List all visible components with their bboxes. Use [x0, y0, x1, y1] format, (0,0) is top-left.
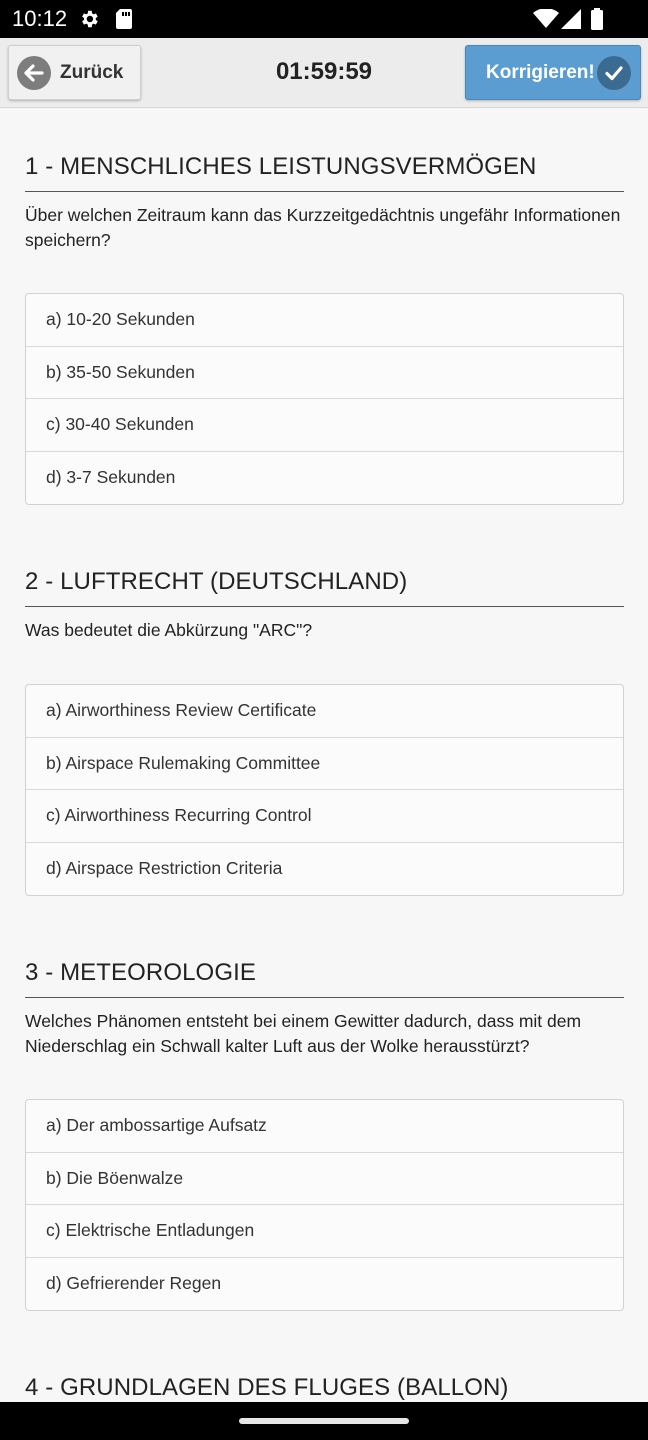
answer-option[interactable]: a) Airworthiness Review Certificate — [26, 685, 623, 738]
question-block — [25, 568, 624, 879]
answer-option[interactable]: c) Elektrische Entladungen — [26, 1205, 623, 1258]
correct-button-label: Korrigieren! — [486, 61, 595, 83]
status-bar — [0, 0, 648, 38]
signal-icon — [561, 9, 581, 34]
checkmark-icon — [597, 56, 631, 90]
question-block — [25, 959, 624, 1294]
question-heading: 1 - MENSCHLICHES LEISTUNGSVERMÖGEN — [25, 153, 624, 192]
arrow-left-icon — [17, 56, 51, 90]
question-block — [25, 153, 624, 488]
answer-option[interactable]: d) Airspace Restriction Criteria — [46, 858, 283, 879]
status-time: 10:12 — [12, 6, 68, 31]
answer-list — [25, 293, 624, 505]
question-text: Welches Phänomen entsteht bei einem Gewitter dadurch, dass mit dem Niederschlag ein Schwall kalter Luft aus der Wolke herausstürzt? — [25, 1011, 582, 1056]
answer-option[interactable]: c) 30-40 Sekunden — [26, 399, 623, 452]
answer-option[interactable]: a) 10-20 Sekunden — [26, 294, 623, 347]
back-button-label: Zurück — [60, 61, 124, 83]
toolbar — [0, 38, 648, 108]
answer-option[interactable]: b) Die Böenwalze — [26, 1153, 623, 1206]
answer-list — [25, 1099, 624, 1311]
gear-icon — [78, 8, 100, 35]
countdown-timer: 01:59:59 — [275, 58, 373, 85]
answer-option[interactable]: b) Airspace Rulemaking Committee — [26, 738, 623, 791]
battery-icon — [590, 8, 604, 35]
answer-list — [25, 684, 624, 896]
exam-content[interactable] — [0, 109, 648, 1402]
question-heading: 4 - GRUNDLAGEN DES FLUGES (BALLON) — [25, 1374, 624, 1402]
question-heading: 3 - METEOROLOGIE — [25, 959, 624, 998]
sd-card-icon — [114, 8, 134, 35]
question-block — [25, 1374, 624, 1402]
question-heading: 2 - LUFTRECHT (DEUTSCHLAND) — [25, 568, 624, 607]
answer-option[interactable]: b) 35-50 Sekunden — [26, 347, 623, 400]
answer-option[interactable]: c) Airworthiness Recurring Control — [26, 790, 623, 843]
answer-option[interactable]: d) 3-7 Sekunden — [46, 467, 176, 488]
home-gesture-handle[interactable] — [239, 1418, 409, 1424]
answer-option[interactable]: d) Gefrierender Regen — [46, 1273, 222, 1294]
navigation-bar — [0, 1402, 648, 1440]
answer-option[interactable]: a) Der ambossartige Aufsatz — [26, 1100, 623, 1153]
question-text: Über welchen Zeitraum kann das Kurzzeitgedächtnis ungefähr Informationen speichern? — [25, 205, 621, 250]
correct-button[interactable] — [465, 45, 641, 100]
question-text: Was bedeutet die Abkürzung "ARC"? — [25, 620, 313, 640]
wifi-icon — [533, 9, 559, 34]
back-button[interactable] — [8, 45, 141, 100]
